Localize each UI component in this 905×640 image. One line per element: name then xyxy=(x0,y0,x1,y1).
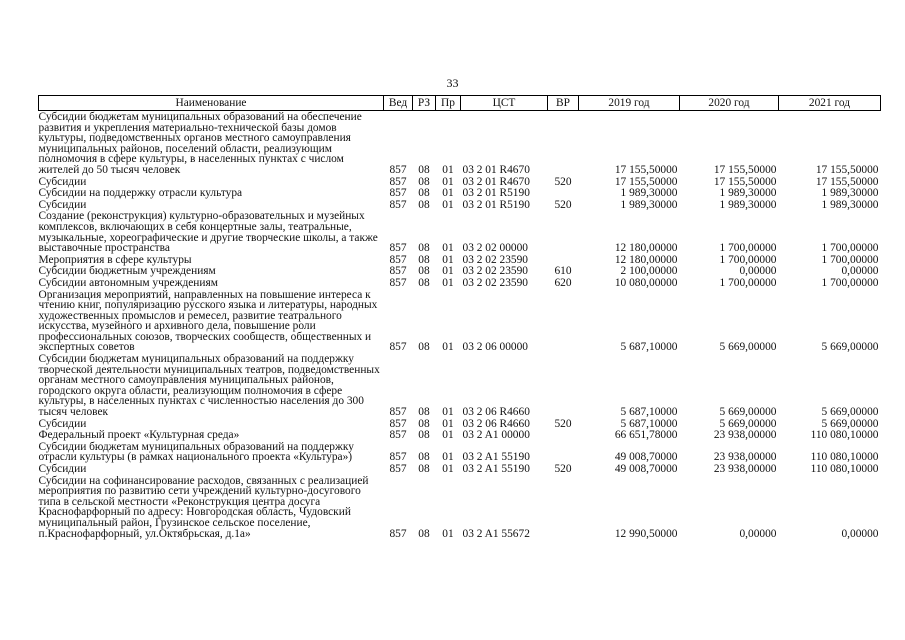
row-vr: 520 xyxy=(554,417,572,430)
row-pr: 01 xyxy=(442,265,454,278)
header-name: Наименование xyxy=(39,96,384,111)
row-ved: 857 xyxy=(389,341,407,354)
row-2019: 1 989,30000 xyxy=(620,198,678,211)
row-cst: 03 2 02 00000 xyxy=(462,242,528,255)
row-name: Субсидии бюджетам муниципальных образований на поддержку отрасли культуры (в рамках национального проекта «Культура») xyxy=(38,440,354,464)
row-2019: 2 100,00000 xyxy=(620,265,678,278)
row-ved: 857 xyxy=(389,198,407,211)
row-name: Субсидии бюджетам муниципальных образований на поддержку творческой деятельности муниципальных театров, подведомственных органам местного самоуправления муниципальных районов, городского округа области, реализующим полномочия в сфере культуры, в населенных пунктах с численностью населения до 300 тысяч человек xyxy=(38,353,380,419)
row-rz: 08 xyxy=(418,163,430,176)
row-cst: 03 2 01 R5190 xyxy=(462,187,530,200)
row-ved: 857 xyxy=(389,451,407,464)
row-name: Субсидии бюджетам муниципальных образований на обеспечение развития и укрепления материально-технической базы домов культуры, подведомственных органов местного самоуправления муниципальных районов, поселений области, реализующим полномочия в сфере культуры, в населенных пунктах с числом жителей до 50 тысяч человек xyxy=(38,111,362,176)
row-ved: 857 xyxy=(389,175,407,188)
row-vr xyxy=(548,254,579,266)
row-name: Создание (реконструкция) культурно-образовательных и музейных комплексов, включающих в себя концертные залы, театральные, музыкальные, хореографические и другие творческие школы, а также выставочные пространства xyxy=(38,210,378,255)
header-rz: РЗ xyxy=(413,96,436,111)
budget-table xyxy=(38,95,881,539)
row-rz: 08 xyxy=(418,463,430,475)
row-2021: 0,00000 xyxy=(841,265,879,278)
table-row xyxy=(39,441,881,463)
row-rz: 08 xyxy=(418,198,430,211)
row-name: Субсидии xyxy=(38,463,87,475)
row-ved: 857 xyxy=(389,463,407,475)
row-2020: 23 938,00000 xyxy=(713,451,777,464)
header-cst: ЦСТ xyxy=(461,96,548,111)
row-pr: 01 xyxy=(442,198,454,211)
row-vr: 520 xyxy=(554,463,572,475)
row-2021: 17 155,50000 xyxy=(815,163,879,176)
row-pr: 01 xyxy=(442,341,454,354)
page-number: 33 xyxy=(446,76,459,90)
row-cst: 03 2 A1 55190 xyxy=(462,451,530,464)
header-ved: Вед xyxy=(384,96,413,111)
table-row xyxy=(39,475,881,540)
table-row xyxy=(39,418,881,430)
row-name: Субсидии xyxy=(38,417,87,430)
row-vr: 520 xyxy=(554,198,572,211)
row-vr: 520 xyxy=(554,175,572,188)
row-vr: 620 xyxy=(554,276,572,289)
row-vr xyxy=(548,353,579,418)
row-rz: 08 xyxy=(418,429,430,442)
row-cst: 03 2 06 R4660 xyxy=(462,417,530,430)
row-pr: 01 xyxy=(442,253,454,266)
row-ved: 857 xyxy=(389,242,407,255)
row-2020: 1 700,00000 xyxy=(719,253,777,266)
row-pr: 01 xyxy=(442,187,454,200)
header-row xyxy=(39,96,881,111)
table-row xyxy=(39,463,881,475)
row-2019: 66 651,78000 xyxy=(614,429,678,442)
row-2020: 1 700,00000 xyxy=(719,242,777,255)
row-2019: 49 008,70000 xyxy=(614,463,678,475)
row-rz: 08 xyxy=(418,242,430,255)
table-row xyxy=(39,210,881,253)
row-name: Субсидии бюджетным учреждениям xyxy=(38,265,216,278)
row-2021: 1 989,30000 xyxy=(821,187,879,200)
row-pr: 01 xyxy=(442,242,454,255)
row-vr xyxy=(548,429,579,441)
row-cst: 03 2 A1 00000 xyxy=(462,429,530,442)
table-row xyxy=(39,187,881,199)
header-2019: 2019 год xyxy=(579,96,680,111)
row-rz: 08 xyxy=(418,341,430,354)
row-rz: 08 xyxy=(418,265,430,278)
row-2021: 5 669,00000 xyxy=(821,406,879,419)
row-ved: 857 xyxy=(389,163,407,176)
row-ved: 857 xyxy=(389,527,407,540)
row-cst: 03 2 02 23590 xyxy=(462,253,528,266)
row-ved: 857 xyxy=(389,265,407,278)
row-2019: 12 180,00000 xyxy=(614,242,678,255)
row-vr xyxy=(548,475,579,540)
row-2020: 1 989,30000 xyxy=(719,198,777,211)
row-name: Субсидии xyxy=(38,175,87,188)
row-2019: 10 080,00000 xyxy=(614,276,678,289)
row-rz: 08 xyxy=(418,253,430,266)
row-cst: 03 2 01 R4670 xyxy=(462,163,530,176)
row-name: Субсидии автономным учреждениям xyxy=(38,276,218,289)
table-row xyxy=(39,254,881,266)
row-2019: 12 990,50000 xyxy=(614,527,678,540)
table-row xyxy=(39,353,881,418)
row-2021: 0,00000 xyxy=(841,527,879,540)
row-rz: 08 xyxy=(418,175,430,188)
row-cst: 03 2 A1 55190 xyxy=(462,463,530,475)
row-ved: 857 xyxy=(389,187,407,200)
row-2020: 0,00000 xyxy=(739,265,777,278)
row-name: Организация мероприятий, направленных на повышение интереса к чтению книг, популяризацию русского языка и литературы, народных художественных промыслов и ремесел, развитие театрального искусства, музейного и архивного дела, повышение роли профессиональных союзов, творческих сообществ, общественных и экспертных советов xyxy=(38,288,378,354)
row-ved: 857 xyxy=(389,417,407,430)
row-cst: 03 2 02 23590 xyxy=(462,276,528,289)
row-2020: 5 669,00000 xyxy=(719,406,777,419)
row-pr: 01 xyxy=(442,429,454,442)
row-2020: 23 938,00000 xyxy=(713,429,777,442)
row-pr: 01 xyxy=(442,463,454,475)
table-row xyxy=(39,277,881,289)
row-name: Федеральный проект «Культурная среда» xyxy=(38,429,240,442)
row-pr: 01 xyxy=(442,175,454,188)
row-rz: 08 xyxy=(418,276,430,289)
row-2019: 5 687,10000 xyxy=(620,406,678,419)
row-name: Субсидии на поддержку отрасли культура xyxy=(38,187,243,200)
row-pr: 01 xyxy=(442,163,454,176)
row-2020: 23 938,00000 xyxy=(713,463,777,475)
row-pr: 01 xyxy=(442,527,454,540)
row-2021: 110 080,10000 xyxy=(810,451,879,464)
row-vr xyxy=(548,210,579,253)
row-2021: 17 155,50000 xyxy=(815,175,879,188)
row-2021: 1 700,00000 xyxy=(821,242,879,255)
row-pr: 01 xyxy=(442,417,454,430)
row-2020: 5 669,00000 xyxy=(719,341,777,354)
row-ved: 857 xyxy=(389,253,407,266)
row-cst: 03 2 06 R4660 xyxy=(462,406,530,419)
table-row xyxy=(39,199,881,211)
row-vr xyxy=(548,289,579,354)
row-2019: 5 687,10000 xyxy=(620,341,678,354)
row-rz: 08 xyxy=(418,406,430,419)
row-cst: 03 2 06 00000 xyxy=(462,341,528,354)
table-row xyxy=(39,289,881,354)
header-2020: 2020 год xyxy=(680,96,779,111)
row-cst: 03 2 01 R5190 xyxy=(462,198,530,211)
row-2021: 5 669,00000 xyxy=(821,417,879,430)
row-vr xyxy=(548,187,579,199)
row-rz: 08 xyxy=(418,451,430,464)
row-rz: 08 xyxy=(418,187,430,200)
table-row xyxy=(39,111,881,176)
row-2019: 17 155,50000 xyxy=(614,175,678,188)
row-2020: 1 700,00000 xyxy=(719,276,777,289)
row-vr: 610 xyxy=(554,265,572,278)
row-2021: 110 080,10000 xyxy=(810,463,879,475)
row-2021: 110 080,10000 xyxy=(810,429,879,442)
row-pr: 01 xyxy=(442,276,454,289)
row-2021: 1 700,00000 xyxy=(821,276,879,289)
row-2021: 1 989,30000 xyxy=(821,198,879,211)
row-vr xyxy=(548,111,579,176)
row-pr: 01 xyxy=(442,406,454,419)
row-2020: 1 989,30000 xyxy=(719,187,777,200)
row-2019: 5 687,10000 xyxy=(620,417,678,430)
row-cst: 03 2 01 R4670 xyxy=(462,175,530,188)
row-2019: 49 008,70000 xyxy=(614,451,678,464)
header-2021: 2021 год xyxy=(779,96,881,111)
row-cst: 03 2 A1 55672 xyxy=(462,527,530,540)
row-2019: 17 155,50000 xyxy=(614,163,678,176)
row-2020: 17 155,50000 xyxy=(713,175,777,188)
row-cst: 03 2 02 23590 xyxy=(462,265,528,278)
header-vr: ВР xyxy=(548,96,579,111)
row-2021: 5 669,00000 xyxy=(821,341,879,354)
row-ved: 857 xyxy=(389,276,407,289)
row-2020: 17 155,50000 xyxy=(713,163,777,176)
row-2020: 0,00000 xyxy=(739,527,777,540)
row-rz: 08 xyxy=(418,417,430,430)
row-ved: 857 xyxy=(389,429,407,442)
row-2021: 1 700,00000 xyxy=(821,253,879,266)
row-vr xyxy=(548,441,579,463)
row-name: Субсидии на софинансирование расходов, связанных с реализацией мероприятия по развитию сети учреждений культурно-досугового типа в сельской местности «Реконструкция центра досуга Краснофарфорный по адресу: Новгородская область, Чудовский муниципальный район, Грузинское сельское поселение, п.Краснофарфорный, ул.Октябрьская, д.1а» xyxy=(38,474,369,540)
row-rz: 08 xyxy=(418,527,430,540)
row-2019: 1 989,30000 xyxy=(620,187,678,200)
row-pr: 01 xyxy=(442,451,454,464)
row-name: Субсидии xyxy=(38,198,87,211)
row-2019: 12 180,00000 xyxy=(614,253,678,266)
row-2020: 5 669,00000 xyxy=(719,417,777,430)
row-name: Мероприятия в сфере культуры xyxy=(38,253,192,266)
table-row xyxy=(39,429,881,441)
table-row xyxy=(39,176,881,188)
row-ved: 857 xyxy=(389,406,407,419)
header-pr: Пр xyxy=(436,96,461,111)
table-row xyxy=(39,265,881,277)
